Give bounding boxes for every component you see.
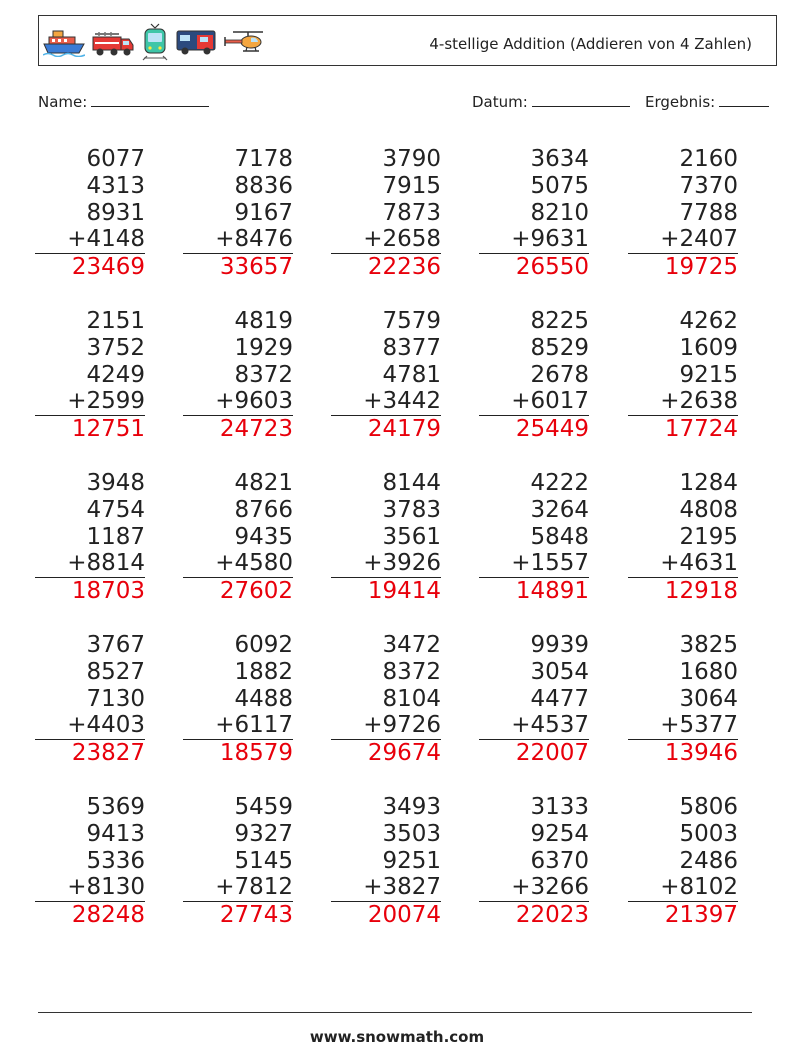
addend: 7370 <box>679 172 738 199</box>
addition-problem <box>35 308 145 443</box>
worksheet-header <box>38 15 777 66</box>
addend: 9939 <box>530 632 589 658</box>
addend: 3472 <box>382 632 441 658</box>
sum-answer: 18579 <box>219 740 293 767</box>
addend: 7915 <box>382 172 441 199</box>
result-field[interactable] <box>645 92 769 111</box>
addend: 5806 <box>679 794 738 820</box>
last-addend: +6017 <box>479 388 589 416</box>
addend: 3948 <box>86 470 145 496</box>
addend: 7130 <box>86 685 145 712</box>
addend: 3503 <box>382 820 441 847</box>
addition-problem <box>183 146 293 281</box>
addend: 7873 <box>382 199 441 226</box>
addend: 9167 <box>234 199 293 226</box>
sum-answer: 20074 <box>367 902 441 929</box>
name-field[interactable] <box>38 92 209 111</box>
sum-answer: 24179 <box>367 416 441 443</box>
addend: 7579 <box>382 308 441 334</box>
addend: 5848 <box>530 523 589 550</box>
addend: 9215 <box>679 361 738 388</box>
addition-problem <box>628 632 738 767</box>
addition-problem <box>628 308 738 443</box>
ship-icon <box>43 27 85 57</box>
addition-problem <box>479 308 589 443</box>
addition-problem <box>35 794 145 929</box>
addend: 8529 <box>530 334 589 361</box>
addition-problem <box>183 794 293 929</box>
last-addend: +2407 <box>628 226 738 254</box>
sum-answer: 33657 <box>219 254 293 281</box>
addend: 9254 <box>530 820 589 847</box>
addition-problem <box>331 146 441 281</box>
addend: 1680 <box>679 658 738 685</box>
last-addend: +6117 <box>183 712 293 740</box>
addend: 8766 <box>234 496 293 523</box>
addend: 8225 <box>530 308 589 334</box>
sum-answer: 24723 <box>219 416 293 443</box>
addend: 3133 <box>530 794 589 820</box>
addend: 4821 <box>234 470 293 496</box>
sum-answer: 23827 <box>71 740 145 767</box>
last-addend: +8102 <box>628 874 738 902</box>
sum-answer: 26550 <box>515 254 589 281</box>
addend: 3783 <box>382 496 441 523</box>
sum-answer: 27602 <box>219 578 293 605</box>
last-addend: +9603 <box>183 388 293 416</box>
date-line[interactable] <box>532 92 630 107</box>
addend: 2486 <box>679 847 738 874</box>
sum-answer: 25449 <box>515 416 589 443</box>
addition-problem <box>183 470 293 605</box>
last-addend: +4403 <box>35 712 145 740</box>
sum-answer: 13946 <box>664 740 738 767</box>
last-addend: +2599 <box>35 388 145 416</box>
addend: 4754 <box>86 496 145 523</box>
addend: 5459 <box>234 794 293 820</box>
sum-answer: 18703 <box>71 578 145 605</box>
addition-problem <box>628 794 738 929</box>
last-addend: +7812 <box>183 874 293 902</box>
result-line[interactable] <box>719 92 769 107</box>
date-label: Datum: <box>472 93 528 111</box>
worksheet-title: 4-stellige Addition (Addieren von 4 Zahlen) <box>429 35 752 53</box>
addend: 8210 <box>530 199 589 226</box>
addend: 7178 <box>234 146 293 172</box>
addend: 3064 <box>679 685 738 712</box>
addend: 4477 <box>530 685 589 712</box>
addend: 9327 <box>234 820 293 847</box>
addend: 9435 <box>234 523 293 550</box>
last-addend: +5377 <box>628 712 738 740</box>
last-addend: +4580 <box>183 550 293 578</box>
addition-problem <box>35 632 145 767</box>
last-addend: +3266 <box>479 874 589 902</box>
addend: 3264 <box>530 496 589 523</box>
addend: 6370 <box>530 847 589 874</box>
last-addend: +8476 <box>183 226 293 254</box>
addend: 8104 <box>382 685 441 712</box>
sum-answer: 17724 <box>664 416 738 443</box>
addend: 1284 <box>679 470 738 496</box>
sum-answer: 22236 <box>367 254 441 281</box>
addend: 8372 <box>382 658 441 685</box>
last-addend: +8814 <box>35 550 145 578</box>
addend: 6092 <box>234 632 293 658</box>
sum-answer: 19725 <box>664 254 738 281</box>
addend: 3825 <box>679 632 738 658</box>
addition-problem <box>628 470 738 605</box>
addition-problem <box>35 146 145 281</box>
name-line[interactable] <box>91 92 209 107</box>
sum-answer: 29674 <box>367 740 441 767</box>
sum-answer: 12751 <box>71 416 145 443</box>
last-addend: +9726 <box>331 712 441 740</box>
addend: 5075 <box>530 172 589 199</box>
last-addend: +2638 <box>628 388 738 416</box>
footer-url: www.snowmath.com <box>309 1028 485 1046</box>
addend: 3561 <box>382 523 441 550</box>
addend: 6077 <box>86 146 145 172</box>
last-addend: +2658 <box>331 226 441 254</box>
addend: 8527 <box>86 658 145 685</box>
addition-problem <box>35 470 145 605</box>
last-addend: +3827 <box>331 874 441 902</box>
last-addend: +8130 <box>35 874 145 902</box>
addend: 3493 <box>382 794 441 820</box>
van-icon <box>175 27 217 57</box>
addend: 5369 <box>86 794 145 820</box>
addend: 8931 <box>86 199 145 226</box>
addend: 1882 <box>234 658 293 685</box>
addend: 3634 <box>530 146 589 172</box>
addend: 4488 <box>234 685 293 712</box>
addend: 4781 <box>382 361 441 388</box>
addend: 8377 <box>382 334 441 361</box>
addend: 4819 <box>234 308 293 334</box>
addend: 4249 <box>86 361 145 388</box>
addend: 5003 <box>679 820 738 847</box>
addend: 2151 <box>86 308 145 334</box>
addend: 3054 <box>530 658 589 685</box>
addition-problem <box>331 632 441 767</box>
addend: 1929 <box>234 334 293 361</box>
addend: 3790 <box>382 146 441 172</box>
addend: 3752 <box>86 334 145 361</box>
addition-problem <box>331 794 441 929</box>
addend: 1187 <box>86 523 145 550</box>
addend: 1609 <box>679 334 738 361</box>
last-addend: +9631 <box>479 226 589 254</box>
sum-answer: 22023 <box>515 902 589 929</box>
last-addend: +3442 <box>331 388 441 416</box>
sum-answer: 23469 <box>71 254 145 281</box>
date-field[interactable] <box>472 92 630 111</box>
addend: 9251 <box>382 847 441 874</box>
last-addend: +1557 <box>479 550 589 578</box>
addition-problem <box>479 794 589 929</box>
addition-problem <box>183 632 293 767</box>
addend: 8144 <box>382 470 441 496</box>
sum-answer: 19414 <box>367 578 441 605</box>
addition-problem <box>331 470 441 605</box>
addend: 5336 <box>86 847 145 874</box>
name-label: Name: <box>38 93 88 111</box>
sum-answer: 22007 <box>515 740 589 767</box>
fire-truck-icon <box>91 27 135 57</box>
last-addend: +4631 <box>628 550 738 578</box>
tram-icon <box>141 23 169 61</box>
vehicle-icons <box>43 22 267 62</box>
sum-answer: 28248 <box>71 902 145 929</box>
addition-problem <box>479 146 589 281</box>
helicopter-icon <box>223 27 267 57</box>
addend: 4222 <box>530 470 589 496</box>
addition-problem <box>479 632 589 767</box>
sum-answer: 21397 <box>664 902 738 929</box>
addend: 8372 <box>234 361 293 388</box>
addend: 7788 <box>679 199 738 226</box>
addition-problem <box>479 470 589 605</box>
addend: 9413 <box>86 820 145 847</box>
addend: 5145 <box>234 847 293 874</box>
last-addend: +4537 <box>479 712 589 740</box>
addend: 4262 <box>679 308 738 334</box>
footer-divider <box>38 1012 752 1013</box>
sum-answer: 27743 <box>219 902 293 929</box>
addend: 2160 <box>679 146 738 172</box>
addend: 2678 <box>530 361 589 388</box>
addend: 8836 <box>234 172 293 199</box>
addend: 4313 <box>86 172 145 199</box>
addend: 2195 <box>679 523 738 550</box>
last-addend: +3926 <box>331 550 441 578</box>
addition-problem <box>183 308 293 443</box>
result-label: Ergebnis: <box>645 93 716 111</box>
addend: 4808 <box>679 496 738 523</box>
sum-answer: 14891 <box>515 578 589 605</box>
addition-problem <box>331 308 441 443</box>
addition-problem <box>628 146 738 281</box>
sum-answer: 12918 <box>664 578 738 605</box>
addend: 3767 <box>86 632 145 658</box>
last-addend: +4148 <box>35 226 145 254</box>
